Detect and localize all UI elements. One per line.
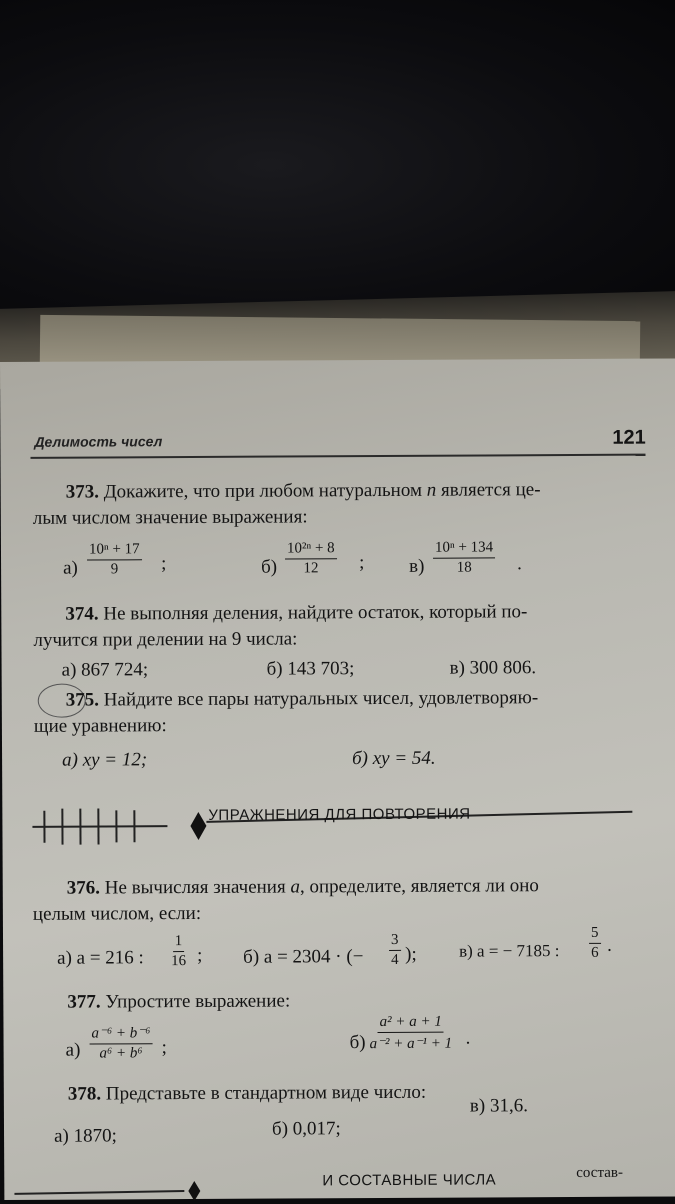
- fraction: $\frac{5}{6}$: [589, 925, 601, 962]
- book-page: Делимость чисел 121 373. Докажите, что при любом натуральном n является це- лым числом значение выражения: а) $\frac{\text{10ⁿ + 17}}{9}$ ; б) $\frac{\text{10²ⁿ + 8}}{12}$ ; в) $\frac{\text{10ⁿ + 134}}{18}$ . 374. Не выполняя деления, найдите остаток, который по- лучится при делении на 9 числа: а) 867 724; б) 143 703; в) 300 806. 375. Найдите все пары натуральных чисел, удовлетворяю- щие уравнению: а) xy = 12; б) xy = 54. УПРАЖНЕНИЯ ДЛЯ ПОВТОРЕНИЯ 376. Не вычисляя значения a, определите, является ли оно целым числом, если: а) a = 216 : $\frac{1}{16}$ ; б) a = 2304 · (− $\frac{3}{4}$ ); в) a = − 7185 : $\frac{5}{6}$ . 377. Упростите выражение: а) $\frac{\text{a⁻⁶ + b⁻⁶}}{\text{a⁶ + b⁶}}$ ; б) $\frac{\text{a² + a + 1}}{\text{a⁻² + a⁻¹ + 1}}$ . 378. Представьте в стандартном виде число: а) 1870; б) 0,017; в) 31,6. И СОСТАВНЫЕ ЧИСЛА состав-: [0, 358, 675, 1200]
- section-divider: [22, 794, 652, 867]
- fraction: $\frac{3}{4}$: [389, 932, 401, 969]
- answer-c: в) 31,6.: [470, 1095, 528, 1117]
- problem-number: 378.: [68, 1083, 101, 1104]
- problem-number: 377.: [67, 991, 100, 1012]
- expr-a: а) a = 216 :: [57, 947, 144, 969]
- corner-text: состав-: [576, 1165, 623, 1182]
- fraction: $\frac{\text{a⁻⁶ + b⁻⁶}}{\text{a⁶ + b⁶}}$: [89, 1023, 152, 1062]
- item-label: а): [66, 1040, 81, 1062]
- fraction: $\frac{\text{10ⁿ + 17}}{9}$: [87, 541, 142, 578]
- problem-376-line2: целым числом, если:: [33, 903, 201, 926]
- section-title: УПРАЖНЕНИЯ ДЛЯ ПОВТОРЕНИЯ: [208, 806, 470, 824]
- problem-375-line2: щие уравнению:: [34, 715, 167, 738]
- problem-number: 375.: [66, 689, 99, 710]
- running-header: Делимость чисел: [34, 433, 162, 450]
- problem-number: 373.: [66, 481, 99, 502]
- fraction: $\frac{\text{a² + a + 1}}{\text{a⁻² + a⁻¹ + 1}}$: [369, 1014, 452, 1053]
- page-number: 121: [612, 427, 645, 450]
- problem-374-line2: лучится при делении на 9 числа:: [33, 628, 297, 651]
- answer-b: б) 0,017;: [272, 1118, 341, 1140]
- answer-a: а) 1870;: [54, 1125, 117, 1147]
- problem-373-line1: 373. Докажите, что при любом натуральном n является це-: [66, 479, 541, 503]
- problem-373-line2: лым числом значение выражения:: [33, 506, 308, 529]
- fraction: $\frac{\text{10ⁿ + 134}}{18}$: [433, 539, 495, 576]
- item-label: б): [261, 557, 277, 579]
- item-label: а): [63, 558, 78, 580]
- expr-b: б) a = 2304 · (−: [243, 946, 363, 969]
- problem-number: 376.: [67, 877, 100, 898]
- answer-a: а) xy = 12;: [62, 749, 147, 771]
- fraction: $\frac{\text{10²ⁿ + 8}}{12}$: [285, 540, 337, 577]
- item-label: б): [350, 1032, 366, 1054]
- problem-number: 374.: [65, 603, 98, 624]
- problem-376-line1: 376. Не вычисляя значения a, определите, является ли оно: [67, 875, 539, 899]
- next-section-title: И СОСТАВНЫЕ ЧИСЛА: [322, 1171, 496, 1189]
- dark-background: [0, 0, 675, 330]
- problem-378: 378. Представьте в стандартном виде число:: [68, 1082, 426, 1106]
- answer-c: в) 300 806.: [450, 657, 537, 679]
- header-rule: [30, 454, 645, 459]
- item-label: в): [409, 556, 424, 578]
- answer-b: б) xy = 54.: [352, 748, 436, 770]
- expr-c: в) a = − 7185 :: [459, 941, 559, 962]
- fraction: $\frac{1}{16}$: [171, 933, 186, 970]
- answer-a: а) 867 724;: [62, 659, 149, 681]
- problem-377: 377. Упростите выражение:: [67, 990, 290, 1013]
- problem-374-line1: 374. Не выполняя деления, найдите остаток, который по-: [65, 601, 527, 625]
- answer-b: б) 143 703;: [267, 658, 355, 680]
- problem-375-line1: 375. Найдите все пары натуральных чисел, удовлетворяю-: [66, 687, 538, 711]
